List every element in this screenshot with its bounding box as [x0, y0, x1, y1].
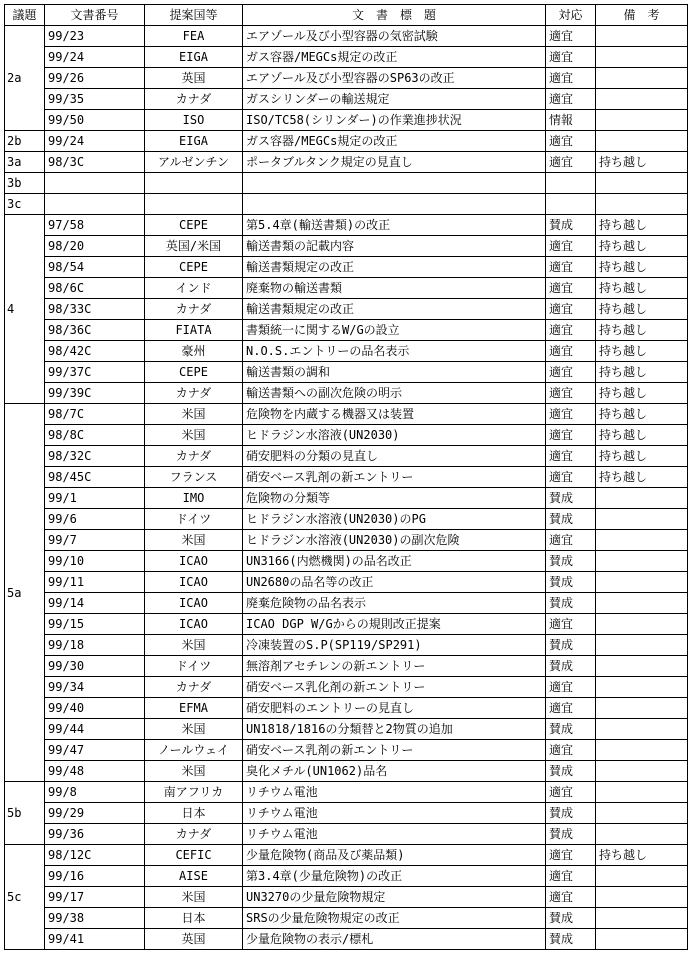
proposer-cell: カナダ: [145, 383, 243, 404]
action-cell: 適宜: [546, 131, 596, 152]
header-remarks: 備 考: [596, 5, 688, 26]
remarks-cell: [596, 194, 688, 215]
doc-number-cell: 99/23: [45, 26, 145, 47]
action-cell: 適宜: [546, 866, 596, 887]
table-row: [5, 257, 688, 278]
table-row: [5, 383, 688, 404]
remarks-cell: 持ち越し: [596, 278, 688, 299]
header-row: [5, 5, 688, 26]
doc-title-cell: ヒドラジン水溶液(UN2030)の副次危険: [243, 530, 546, 551]
table-row: [5, 362, 688, 383]
remarks-cell: [596, 761, 688, 782]
remarks-cell: 持ち越し: [596, 341, 688, 362]
proposer-cell: 英国/米国: [145, 236, 243, 257]
proposer-cell: ICAO: [145, 593, 243, 614]
table-row: [5, 341, 688, 362]
remarks-cell: [596, 509, 688, 530]
proposer-cell: 日本: [145, 908, 243, 929]
table-row: [5, 278, 688, 299]
doc-title-cell: ICAO DGP W/Gからの規則改正提案: [243, 614, 546, 635]
proposer-cell: FIATA: [145, 320, 243, 341]
proposer-cell: CEPE: [145, 257, 243, 278]
action-cell: 適宜: [546, 341, 596, 362]
doc-number-cell: 99/36: [45, 824, 145, 845]
action-cell: 適宜: [546, 236, 596, 257]
action-cell: 適宜: [546, 698, 596, 719]
proposer-cell: ノールウェイ: [145, 740, 243, 761]
doc-number-cell: 98/33C: [45, 299, 145, 320]
proposer-cell: CEPE: [145, 362, 243, 383]
doc-number-cell: 99/37C: [45, 362, 145, 383]
remarks-cell: 持ち越し: [596, 845, 688, 866]
agenda-item-cell: 5a: [5, 404, 45, 782]
action-cell: 適宜: [546, 257, 596, 278]
doc-title-cell: 輸送書類の記載内容: [243, 236, 546, 257]
remarks-cell: 持ち越し: [596, 362, 688, 383]
table-row: [5, 677, 688, 698]
remarks-cell: [596, 929, 688, 950]
action-cell: 適宜: [546, 362, 596, 383]
remarks-cell: [596, 656, 688, 677]
doc-title-cell: 輸送書類規定の改正: [243, 299, 546, 320]
doc-number-cell: 98/7C: [45, 404, 145, 425]
table-row: [5, 404, 688, 425]
remarks-cell: [596, 866, 688, 887]
agenda-item-cell: 5b: [5, 782, 45, 845]
action-cell: 適宜: [546, 47, 596, 68]
proposer-cell: EFMA: [145, 698, 243, 719]
remarks-cell: [596, 677, 688, 698]
proposer-cell: 米国: [145, 719, 243, 740]
doc-title-cell: リチウム電池: [243, 803, 546, 824]
doc-number-cell: 99/17: [45, 887, 145, 908]
remarks-cell: [596, 488, 688, 509]
proposer-cell: CEPE: [145, 215, 243, 236]
remarks-cell: [596, 803, 688, 824]
table-row: [5, 761, 688, 782]
doc-number-cell: 98/32C: [45, 446, 145, 467]
doc-title-cell: ガス容器/MEGCs規定の改正: [243, 47, 546, 68]
agenda-document-table: [4, 4, 688, 950]
table-row: [5, 236, 688, 257]
doc-title-cell: ISO/TC58(シリンダー)の作業進捗状況: [243, 110, 546, 131]
doc-title-cell: リチウム電池: [243, 824, 546, 845]
action-cell: 適宜: [546, 425, 596, 446]
table-row: [5, 131, 688, 152]
table-row: [5, 887, 688, 908]
doc-title-cell: 廃棄危険物の品名表示: [243, 593, 546, 614]
doc-number-cell: 98/8C: [45, 425, 145, 446]
agenda-item-cell: 3a: [5, 152, 45, 173]
table-row: [5, 656, 688, 677]
action-cell: 賛成: [546, 908, 596, 929]
doc-title-cell: UN3270の少量危険物規定: [243, 887, 546, 908]
action-cell: 賛成: [546, 803, 596, 824]
doc-number-cell: 99/30: [45, 656, 145, 677]
doc-title-cell: 少量危険物の表示/標札: [243, 929, 546, 950]
action-cell: 適宜: [546, 887, 596, 908]
action-cell: 賛成: [546, 215, 596, 236]
doc-title-cell: エアゾール及び小型容器の気密試験: [243, 26, 546, 47]
action-cell: 適宜: [546, 530, 596, 551]
doc-title-cell: N.O.S.エントリーの品名表示: [243, 341, 546, 362]
proposer-cell: 米国: [145, 425, 243, 446]
agenda-item-cell: 3c: [5, 194, 45, 215]
doc-number-cell: 99/47: [45, 740, 145, 761]
table-row: [5, 929, 688, 950]
doc-number-cell: 98/12C: [45, 845, 145, 866]
doc-number-cell: 99/11: [45, 572, 145, 593]
doc-number-cell: 99/38: [45, 908, 145, 929]
remarks-cell: [596, 782, 688, 803]
remarks-cell: 持ち越し: [596, 236, 688, 257]
proposer-cell: FEA: [145, 26, 243, 47]
remarks-cell: 持ち越し: [596, 446, 688, 467]
table-row: [5, 572, 688, 593]
table-row: [5, 635, 688, 656]
table-row: [5, 467, 688, 488]
remarks-cell: [596, 719, 688, 740]
proposer-cell: 英国: [145, 68, 243, 89]
doc-title-cell: 輸送書類への副次危険の明示: [243, 383, 546, 404]
doc-title-cell: 硝安肥料のエントリーの見直し: [243, 698, 546, 719]
table-row: [5, 488, 688, 509]
doc-title-cell: UN3166(内燃機関)の品名改正: [243, 551, 546, 572]
remarks-cell: [596, 530, 688, 551]
proposer-cell: カナダ: [145, 89, 243, 110]
proposer-cell: [145, 194, 243, 215]
table-row: [5, 152, 688, 173]
proposer-cell: 英国: [145, 929, 243, 950]
doc-number-cell: 99/24: [45, 47, 145, 68]
table-row: [5, 425, 688, 446]
remarks-cell: [596, 26, 688, 47]
action-cell: 適宜: [546, 740, 596, 761]
remarks-cell: 持ち越し: [596, 425, 688, 446]
table-row: [5, 299, 688, 320]
doc-title-cell: 危険物の分類等: [243, 488, 546, 509]
doc-title-cell: 硝安ベース乳化剤の新エントリー: [243, 677, 546, 698]
proposer-cell: CEFIC: [145, 845, 243, 866]
action-cell: 賛成: [546, 509, 596, 530]
header-title: 文 書 標 題: [243, 5, 546, 26]
doc-number-cell: 99/16: [45, 866, 145, 887]
doc-number-cell: 98/36C: [45, 320, 145, 341]
table-row: [5, 551, 688, 572]
proposer-cell: ICAO: [145, 614, 243, 635]
proposer-cell: EIGA: [145, 131, 243, 152]
action-cell: 適宜: [546, 26, 596, 47]
proposer-cell: ISO: [145, 110, 243, 131]
doc-title-cell: 第5.4章(輸送書類)の改正: [243, 215, 546, 236]
doc-title-cell: SRSの少量危険物規定の改正: [243, 908, 546, 929]
doc-title-cell: [243, 194, 546, 215]
proposer-cell: カナダ: [145, 446, 243, 467]
table-row: [5, 866, 688, 887]
table-row: [5, 593, 688, 614]
action-cell: 賛成: [546, 572, 596, 593]
action-cell: 適宜: [546, 845, 596, 866]
doc-number-cell: 98/20: [45, 236, 145, 257]
remarks-cell: 持ち越し: [596, 404, 688, 425]
doc-title-cell: 危険物を内蔵する機器又は装置: [243, 404, 546, 425]
remarks-cell: [596, 698, 688, 719]
doc-title-cell: UN1818/1816の分類替と2物質の追加: [243, 719, 546, 740]
table-row: [5, 845, 688, 866]
agenda-item-cell: 2b: [5, 131, 45, 152]
doc-title-cell: 無溶剤アセチレンの新エントリー: [243, 656, 546, 677]
doc-title-cell: 少量危険物(商品及び薬品類): [243, 845, 546, 866]
proposer-cell: 米国: [145, 404, 243, 425]
remarks-cell: [596, 593, 688, 614]
proposer-cell: EIGA: [145, 47, 243, 68]
remarks-cell: [596, 131, 688, 152]
doc-title-cell: [243, 173, 546, 194]
remarks-cell: [596, 635, 688, 656]
doc-number-cell: 98/6C: [45, 278, 145, 299]
action-cell: 適宜: [546, 299, 596, 320]
remarks-cell: 持ち越し: [596, 383, 688, 404]
remarks-cell: [596, 908, 688, 929]
table-row: [5, 47, 688, 68]
remarks-cell: [596, 614, 688, 635]
remarks-cell: [596, 551, 688, 572]
doc-title-cell: 第3.4章(少量危険物)の改正: [243, 866, 546, 887]
remarks-cell: 持ち越し: [596, 152, 688, 173]
table-row: [5, 215, 688, 236]
doc-number-cell: 99/10: [45, 551, 145, 572]
action-cell: [546, 194, 596, 215]
remarks-cell: 持ち越し: [596, 215, 688, 236]
table-row: [5, 194, 688, 215]
proposer-cell: ICAO: [145, 572, 243, 593]
action-cell: 適宜: [546, 278, 596, 299]
doc-title-cell: UN2680の品名等の改正: [243, 572, 546, 593]
header-agenda: 議題: [5, 5, 45, 26]
header-doc-no: 文書番号: [45, 5, 145, 26]
action-cell: [546, 173, 596, 194]
proposer-cell: 米国: [145, 761, 243, 782]
action-cell: 賛成: [546, 593, 596, 614]
doc-number-cell: 99/40: [45, 698, 145, 719]
doc-number-cell: 99/50: [45, 110, 145, 131]
proposer-cell: カナダ: [145, 299, 243, 320]
action-cell: 情報: [546, 110, 596, 131]
doc-title-cell: 廃棄物の輸送書類: [243, 278, 546, 299]
table-row: [5, 89, 688, 110]
doc-title-cell: ヒドラジン水溶液(UN2030)のPG: [243, 509, 546, 530]
action-cell: 賛成: [546, 656, 596, 677]
action-cell: 適宜: [546, 782, 596, 803]
action-cell: 適宜: [546, 68, 596, 89]
doc-number-cell: 99/26: [45, 68, 145, 89]
table-body: [5, 26, 688, 950]
doc-title-cell: 臭化メチル(UN1062)品名: [243, 761, 546, 782]
remarks-cell: 持ち越し: [596, 467, 688, 488]
remarks-cell: 持ち越し: [596, 320, 688, 341]
doc-number-cell: 99/7: [45, 530, 145, 551]
action-cell: 適宜: [546, 467, 596, 488]
table-row: [5, 614, 688, 635]
remarks-cell: [596, 572, 688, 593]
proposer-cell: ICAO: [145, 551, 243, 572]
doc-title-cell: 硝安肥料の分類の見直し: [243, 446, 546, 467]
doc-title-cell: リチウム電池: [243, 782, 546, 803]
action-cell: 適宜: [546, 383, 596, 404]
action-cell: 賛成: [546, 488, 596, 509]
agenda-item-cell: 4: [5, 215, 45, 404]
action-cell: 適宜: [546, 404, 596, 425]
proposer-cell: 南アフリカ: [145, 782, 243, 803]
doc-number-cell: [45, 173, 145, 194]
header-action: 対応: [546, 5, 596, 26]
remarks-cell: 持ち越し: [596, 299, 688, 320]
proposer-cell: 米国: [145, 530, 243, 551]
table-row: [5, 509, 688, 530]
proposer-cell: ドイツ: [145, 509, 243, 530]
doc-title-cell: ヒドラジン水溶液(UN2030): [243, 425, 546, 446]
table-row: [5, 698, 688, 719]
document-wrapper: [4, 4, 688, 950]
proposer-cell: IMO: [145, 488, 243, 509]
doc-number-cell: 99/6: [45, 509, 145, 530]
doc-title-cell: 書類統一に関するW/Gの設立: [243, 320, 546, 341]
table-row: [5, 446, 688, 467]
remarks-cell: [596, 68, 688, 89]
action-cell: 適宜: [546, 446, 596, 467]
action-cell: 適宜: [546, 677, 596, 698]
proposer-cell: 米国: [145, 887, 243, 908]
proposer-cell: 米国: [145, 635, 243, 656]
doc-title-cell: ガスシリンダーの輸送規定: [243, 89, 546, 110]
doc-title-cell: 硝安ベース乳剤の新エントリー: [243, 467, 546, 488]
proposer-cell: ドイツ: [145, 656, 243, 677]
doc-number-cell: 98/54: [45, 257, 145, 278]
table-row: [5, 782, 688, 803]
proposer-cell: カナダ: [145, 824, 243, 845]
proposer-cell: カナダ: [145, 677, 243, 698]
table-row: [5, 320, 688, 341]
doc-title-cell: 硝安ベース乳剤の新エントリー: [243, 740, 546, 761]
table-row: [5, 824, 688, 845]
table-row: [5, 173, 688, 194]
table-row: [5, 740, 688, 761]
table-row: [5, 908, 688, 929]
remarks-cell: [596, 110, 688, 131]
doc-number-cell: 98/3C: [45, 152, 145, 173]
table-row: [5, 68, 688, 89]
doc-title-cell: 輸送書類の調和: [243, 362, 546, 383]
proposer-cell: AISE: [145, 866, 243, 887]
proposer-cell: フランス: [145, 467, 243, 488]
remarks-cell: 持ち越し: [596, 257, 688, 278]
remarks-cell: [596, 89, 688, 110]
doc-number-cell: 99/1: [45, 488, 145, 509]
table-row: [5, 719, 688, 740]
doc-number-cell: 98/42C: [45, 341, 145, 362]
doc-number-cell: 99/24: [45, 131, 145, 152]
proposer-cell: インド: [145, 278, 243, 299]
doc-number-cell: 99/39C: [45, 383, 145, 404]
doc-number-cell: 99/44: [45, 719, 145, 740]
doc-number-cell: 97/58: [45, 215, 145, 236]
action-cell: 賛成: [546, 929, 596, 950]
action-cell: 賛成: [546, 551, 596, 572]
doc-number-cell: 99/41: [45, 929, 145, 950]
table-row: [5, 26, 688, 47]
proposer-cell: アルゼンチン: [145, 152, 243, 173]
header-proposer: 提案国等: [145, 5, 243, 26]
remarks-cell: [596, 887, 688, 908]
doc-title-cell: ガス容器/MEGCs規定の改正: [243, 131, 546, 152]
action-cell: 適宜: [546, 614, 596, 635]
doc-number-cell: 99/18: [45, 635, 145, 656]
table-row: [5, 110, 688, 131]
action-cell: 適宜: [546, 152, 596, 173]
doc-title-cell: 輸送書類規定の改正: [243, 257, 546, 278]
remarks-cell: [596, 173, 688, 194]
action-cell: 賛成: [546, 824, 596, 845]
proposer-cell: 豪州: [145, 341, 243, 362]
remarks-cell: [596, 824, 688, 845]
agenda-item-cell: 3b: [5, 173, 45, 194]
agenda-item-cell: 5c: [5, 845, 45, 950]
doc-number-cell: 99/8: [45, 782, 145, 803]
doc-number-cell: 99/14: [45, 593, 145, 614]
doc-title-cell: 冷凍装置のS.P(SP119/SP291): [243, 635, 546, 656]
proposer-cell: 日本: [145, 803, 243, 824]
action-cell: 適宜: [546, 89, 596, 110]
doc-number-cell: 98/45C: [45, 467, 145, 488]
table-row: [5, 530, 688, 551]
doc-number-cell: 99/35: [45, 89, 145, 110]
table-row: [5, 803, 688, 824]
doc-title-cell: エアゾール及び小型容器のSP63の改正: [243, 68, 546, 89]
action-cell: 賛成: [546, 761, 596, 782]
proposer-cell: [145, 173, 243, 194]
action-cell: 賛成: [546, 635, 596, 656]
doc-title-cell: ポータブルタンク規定の見直し: [243, 152, 546, 173]
doc-number-cell: [45, 194, 145, 215]
action-cell: 適宜: [546, 320, 596, 341]
action-cell: 賛成: [546, 719, 596, 740]
doc-number-cell: 99/15: [45, 614, 145, 635]
remarks-cell: [596, 47, 688, 68]
doc-number-cell: 99/48: [45, 761, 145, 782]
doc-number-cell: 99/34: [45, 677, 145, 698]
remarks-cell: [596, 740, 688, 761]
agenda-item-cell: 2a: [5, 26, 45, 131]
doc-number-cell: 99/29: [45, 803, 145, 824]
